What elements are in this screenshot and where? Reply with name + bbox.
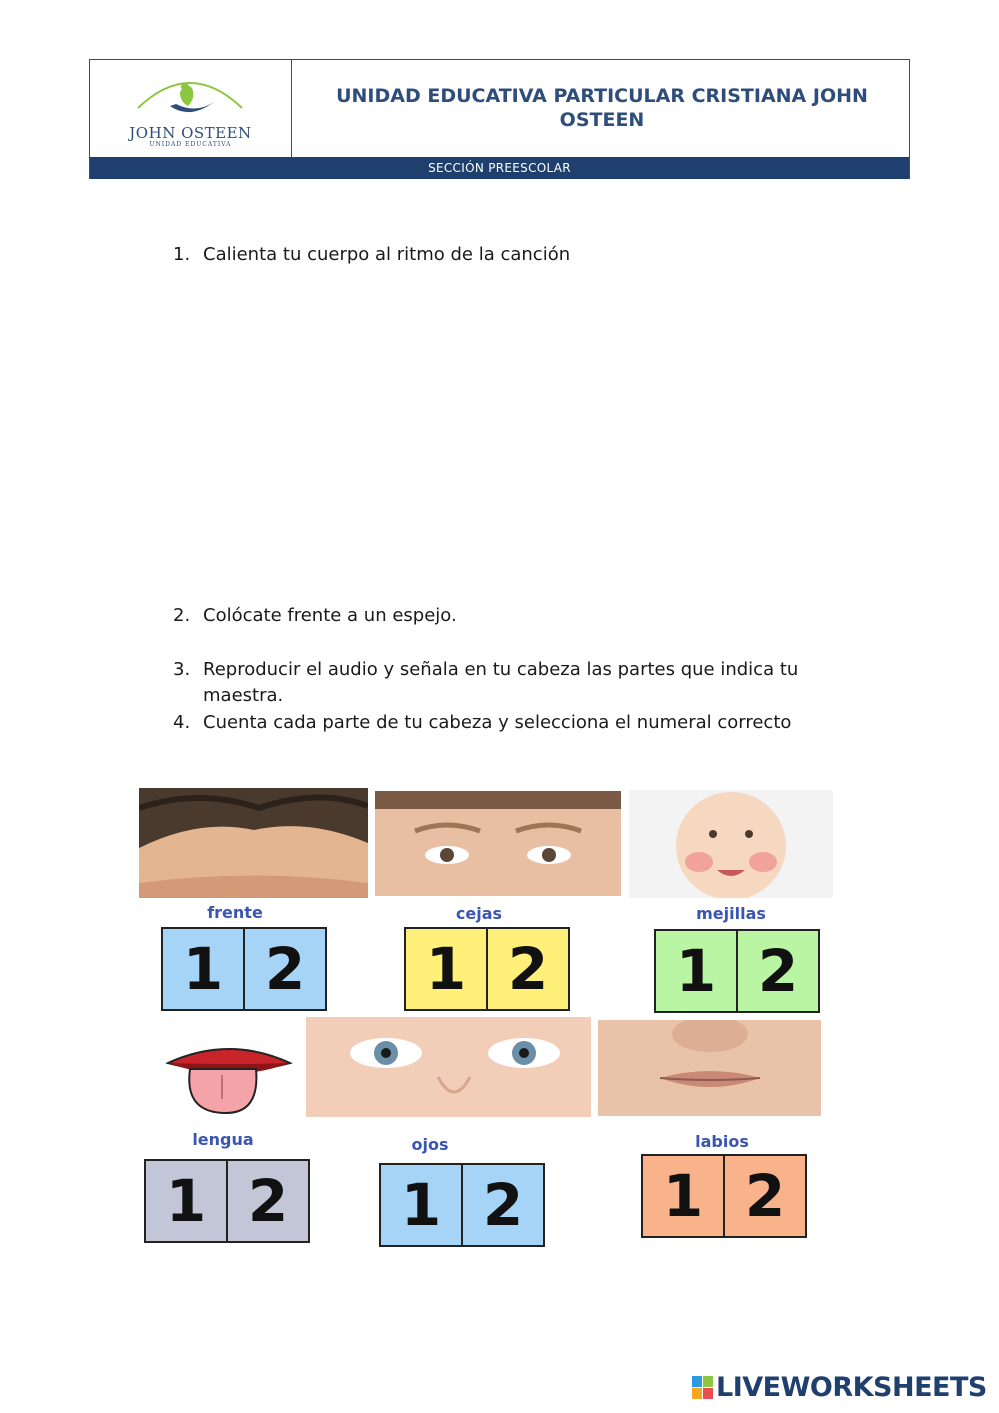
option-2[interactable]: 2 (461, 1165, 543, 1245)
option-1[interactable]: 1 (643, 1156, 723, 1236)
school-logo (90, 60, 292, 157)
option-2[interactable]: 2 (723, 1156, 805, 1236)
number-selector-ojos (379, 1163, 545, 1247)
lips-photo (598, 1020, 821, 1116)
number-selector-mejillas (654, 929, 820, 1013)
exercise-word: ojos (411, 1135, 449, 1154)
option-2[interactable]: 2 (226, 1161, 308, 1241)
bird-logo-icon (130, 68, 250, 126)
exercise-word: lengua (192, 1130, 254, 1149)
instruction-text: Reproducir el audio y señala en tu cabeza las partes que indica tu maestra. (203, 659, 799, 706)
number-selector-cejas (404, 927, 570, 1011)
forehead-photo (139, 788, 368, 898)
exercise-word: frente (207, 903, 263, 922)
section-bar: SECCIÓN PREESCOLAR (90, 157, 909, 179)
option-2[interactable]: 2 (243, 929, 325, 1009)
liveworksheets-brand: LIVEWORKSHEETS (716, 1372, 987, 1403)
cheeks-photo (629, 790, 833, 898)
instruction-text: Calienta tu cuerpo al ritmo de la canción (203, 244, 571, 265)
logo-name: JOHN OSTEEN (129, 124, 252, 142)
option-2[interactable]: 2 (736, 931, 818, 1011)
option-1[interactable]: 1 (656, 931, 736, 1011)
tongue-picture (160, 1035, 298, 1117)
instruction-text: Cuenta cada parte de tu cabeza y selecciona el numeral correcto (203, 712, 792, 733)
instruction-text: Colócate frente a un espejo. (203, 605, 457, 626)
number-selector-frente (161, 927, 327, 1011)
option-1[interactable]: 1 (406, 929, 486, 1009)
school-name: UNIDAD EDUCATIVA PARTICULAR CRISTIANA JOHN OSTEEN (336, 85, 868, 131)
document-header (89, 59, 910, 179)
option-2[interactable]: 2 (486, 929, 568, 1009)
colored-blocks-icon (692, 1376, 714, 1400)
exercise-word: labios (695, 1132, 749, 1151)
instruction-number: 3. (173, 659, 191, 680)
option-1[interactable]: 1 (163, 929, 243, 1009)
instruction-number: 1. (173, 244, 191, 265)
number-selector-labios (641, 1154, 807, 1238)
logo-subtitle: UNIDAD EDUCATIVA (149, 141, 232, 148)
eyebrows-photo (375, 791, 621, 896)
eyes-photo (306, 1017, 591, 1117)
instruction-number: 4. (173, 712, 191, 733)
exercise-word: cejas (455, 904, 503, 923)
number-selector-lengua (144, 1159, 310, 1243)
option-1[interactable]: 1 (381, 1165, 461, 1245)
instruction-number: 2. (173, 605, 191, 626)
exercise-word: mejillas (696, 904, 766, 923)
option-1[interactable]: 1 (146, 1161, 226, 1241)
